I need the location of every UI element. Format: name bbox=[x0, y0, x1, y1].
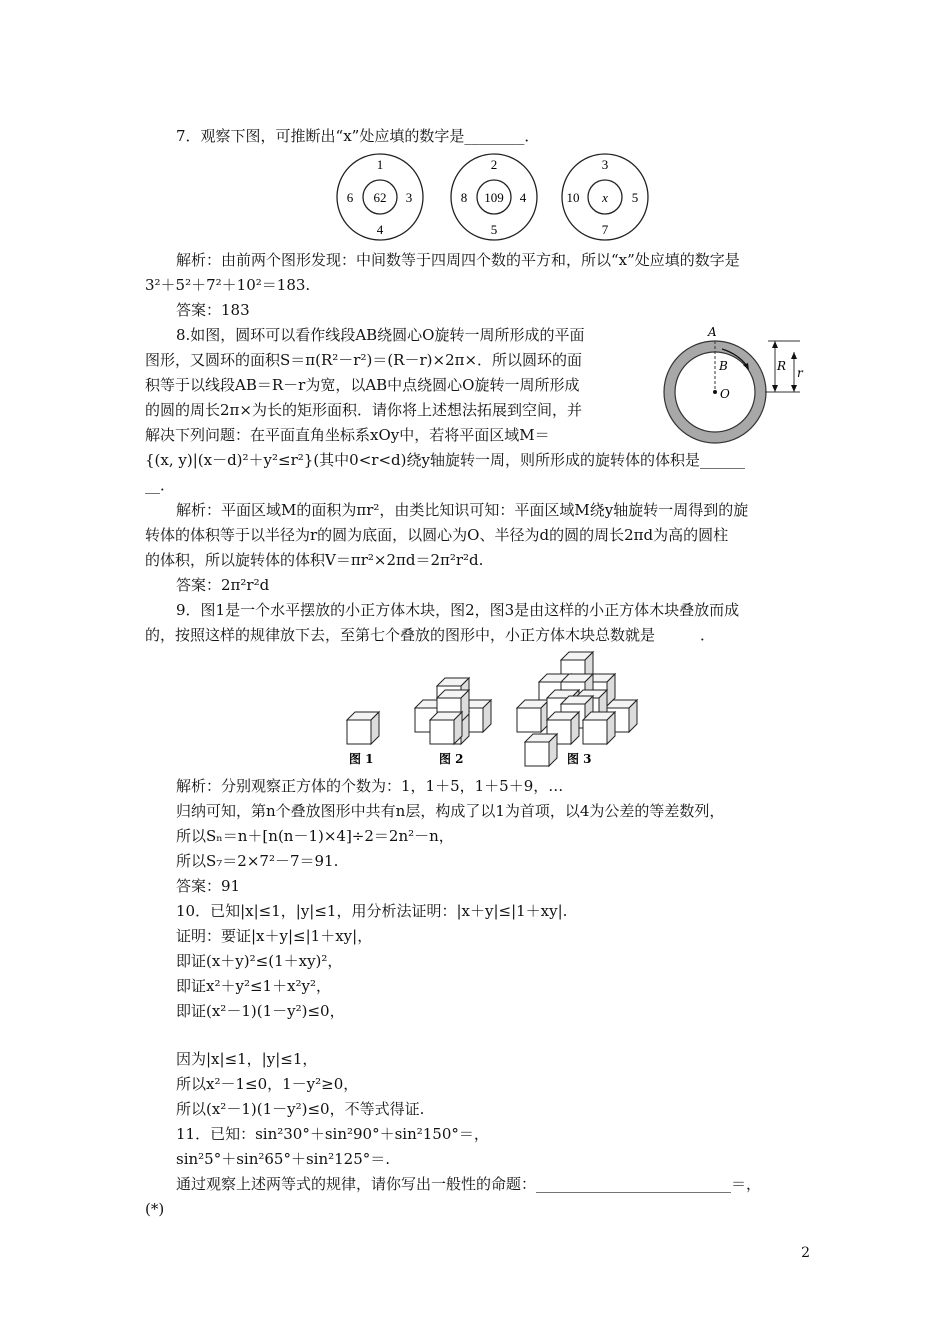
q8-analysis-3: 的体积，所以旋转体的体积V＝πr²×2πd＝2π²r²d. bbox=[145, 551, 484, 569]
q11-line-3: 通过观察上述两等式的规律，请你写出一般性的命题：__________________________＝， bbox=[176, 1175, 762, 1193]
c2-top: 2 bbox=[490, 157, 498, 172]
q7-circles-figure bbox=[330, 152, 660, 242]
q9-analysis-1: 解析：分别观察正方体的个数为：1，1＋5，1＋5＋9，… bbox=[176, 777, 564, 795]
q7-prompt: 7．观察下图，可推断出“x”处应填的数字是________． bbox=[176, 127, 540, 145]
q8-analysis-2: 转体的体积等于以半径为r的圆为底面，以圆心为O、半径为d的圆的周长2πd为高的圆柱 bbox=[145, 526, 729, 544]
page-number: 2 bbox=[801, 1245, 810, 1261]
q11-line-2: sin²5°＋sin²65°＋sin²125°＝. bbox=[176, 1150, 391, 1168]
label-o: O bbox=[720, 387, 730, 401]
fig2-label: 图 2 bbox=[439, 752, 464, 766]
q8-analysis-1: 解析：平面区域M的面积为πr²，由类比知识可知：平面区域M绕y轴旋转一周得到的旋 bbox=[176, 501, 749, 519]
q9-answer: 答案：91 bbox=[176, 877, 241, 895]
c3-top: 3 bbox=[601, 157, 609, 172]
c1-bottom: 4 bbox=[376, 222, 384, 237]
q10-proof-5: 因为|x|≤1，|y|≤1， bbox=[176, 1050, 318, 1068]
c2-left: 8 bbox=[460, 190, 468, 205]
q7-analysis-1: 解析：由前两个图形发现：中间数等于四周四个数的平方和，所以“x”处应填的数字是 bbox=[176, 251, 740, 269]
c3-center: x bbox=[602, 190, 608, 205]
q8-line-1: 8.如图，圆环可以看作线段AB绕圆心O旋转一周所形成的平面 bbox=[176, 326, 585, 344]
circle-figure-2 bbox=[451, 154, 537, 240]
c1-center: 62 bbox=[373, 190, 387, 205]
circle-figure-3 bbox=[562, 154, 648, 240]
q8-line-2: 图形，又圆环的面积S＝π(R²－r²)＝(R－r)×2π×．所以圆环的面 bbox=[145, 351, 583, 369]
c1-right: 3 bbox=[405, 190, 413, 205]
label-big-r: R bbox=[777, 359, 787, 373]
q9-line-2: 的，按照这样的规律放下去，至第七个叠放的图形中，小正方体木块总数就是 ． bbox=[145, 626, 716, 644]
label-b: B bbox=[719, 359, 728, 373]
c3-left: 10 bbox=[566, 190, 580, 205]
fig3-label: 图 3 bbox=[567, 752, 592, 766]
q9-analysis-2: 归纳可知，第n个叠放图形中共有n层，构成了以1为首项，以4为公差的等差数列， bbox=[176, 802, 725, 820]
c2-right: 4 bbox=[519, 190, 527, 205]
fig2-cubes bbox=[415, 678, 491, 744]
q7-answer: 答案：183 bbox=[176, 301, 250, 319]
label-a: A bbox=[708, 325, 717, 339]
q10-proof-2: 即证(x＋y)²≤(1＋xy)²， bbox=[176, 952, 343, 970]
q10-proof-4: 即证(x²－1)(1－y²)≤0， bbox=[176, 1002, 345, 1020]
q10-proof-7: 所以(x²－1)(1－y²)≤0，不等式得证. bbox=[176, 1100, 425, 1118]
c1-top: 1 bbox=[376, 157, 384, 172]
q10-proof-6: 所以x²－1≤0，1－y²≥0， bbox=[176, 1075, 359, 1093]
c1-left: 6 bbox=[346, 190, 354, 205]
q8-line-7: __． bbox=[145, 476, 176, 494]
q10-proof-1: 证明：要证|x＋y|≤|1＋xy|， bbox=[176, 927, 373, 945]
q7-analysis-2: 3²＋5²＋7²＋10²＝183. bbox=[145, 276, 311, 294]
q8-line-4: 的圆的周长2π×为长的矩形面积．请你将上述想法拓展到空间，并 bbox=[145, 401, 582, 419]
label-small-r: r bbox=[797, 366, 803, 380]
q10-line-1: 10．已知|x|≤1，|y|≤1，用分析法证明：|x＋y|≤|1＋xy|. bbox=[176, 902, 568, 920]
q8-line-5: 解决下列问题：在平面直角坐标系xOy中，若将平面区域M＝ bbox=[145, 426, 550, 444]
fig1-label: 图 1 bbox=[349, 752, 374, 766]
c2-bottom: 5 bbox=[490, 222, 498, 237]
circle-figure-1 bbox=[337, 154, 423, 240]
q9-analysis-4: 所以S₇＝2×7²－7＝91. bbox=[176, 852, 339, 870]
fig1-cube bbox=[347, 712, 379, 744]
q8-line-6: {(x, y)|(x－d)²＋y²≤r²}(其中0<r<d)绕y轴旋转一周，则所形成的旋转体的体积是______ bbox=[145, 451, 745, 469]
q8-line-3: 积等于以线段AB＝R－r为宽，以AB中点绕圆心O旋转一周所形成 bbox=[145, 376, 580, 394]
q9-analysis-3: 所以Sₙ＝n＋[n(n－1)×4]÷2＝2n²－n， bbox=[176, 827, 454, 845]
q8-answer: 答案：2π²r²d bbox=[176, 576, 270, 594]
c3-bottom: 7 bbox=[601, 222, 609, 237]
c3-right: 5 bbox=[631, 190, 639, 205]
q9-cubes-figure bbox=[335, 650, 645, 770]
q11-line-1: 11．已知：sin²30°＋sin²90°＋sin²150°＝， bbox=[176, 1125, 489, 1143]
fig3-cubes bbox=[517, 652, 637, 766]
q10-proof-3: 即证x²＋y²≤1＋x²y²， bbox=[176, 977, 332, 995]
q11-line-4: (*) bbox=[145, 1200, 165, 1218]
q8-annulus-figure bbox=[660, 322, 820, 452]
c2-center: 109 bbox=[484, 190, 504, 205]
q9-line-1: 9．图1是一个水平摆放的小正方体木块，图2，图3是由这样的小正方体木块叠放而成 bbox=[176, 601, 740, 619]
